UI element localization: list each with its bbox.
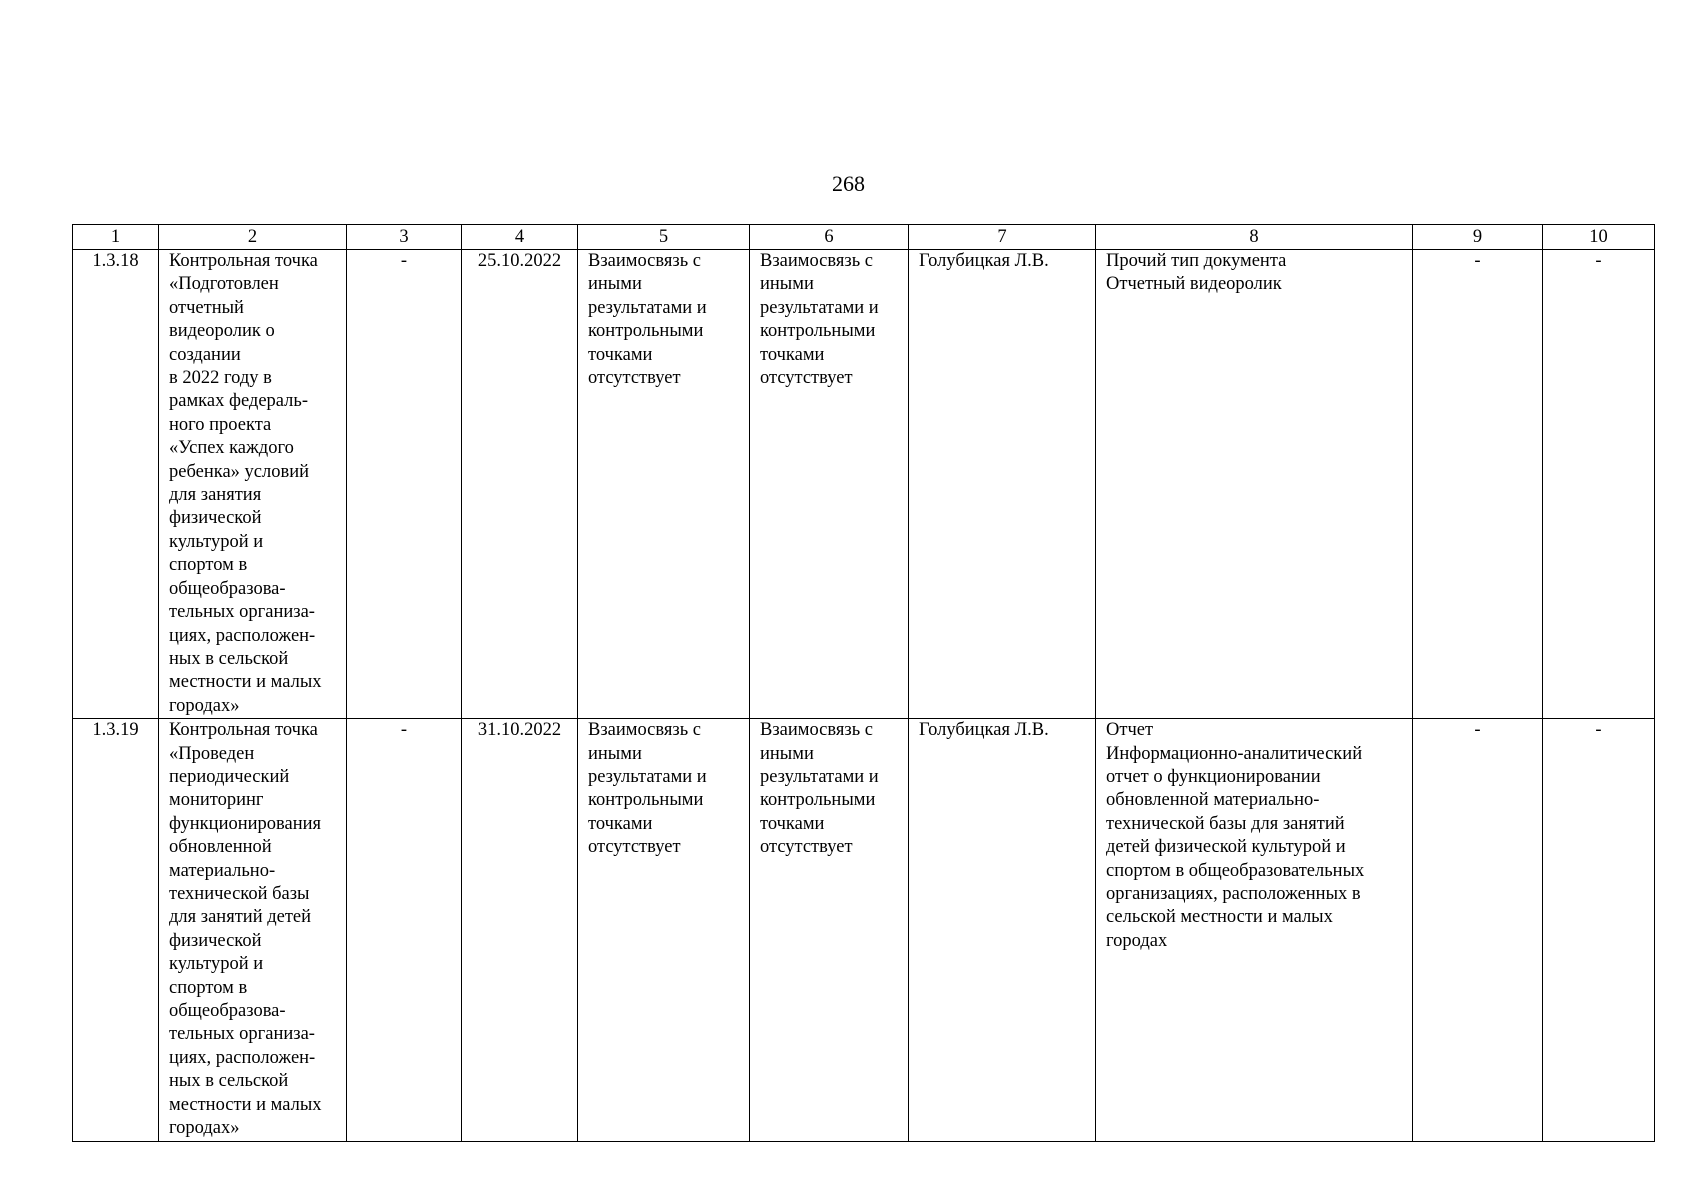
info-system: -	[1543, 719, 1655, 1142]
header-cell-9: 9	[1413, 225, 1543, 250]
page-number: 268	[832, 171, 865, 196]
row-number: 1.3.19	[73, 719, 159, 1142]
successor-links: Взаимосвязь с иными результатами и контрольными точками отсутствует	[750, 250, 909, 719]
responsible-person: Голубицкая Л.В.	[909, 250, 1096, 719]
table-row	[73, 250, 1655, 719]
base-value: -	[347, 719, 462, 1142]
predecessor-links: Взаимосвязь с иными результатами и контрольными точками отсутствует	[578, 719, 750, 1142]
header-cell-1: 1	[73, 225, 159, 250]
header-cell-2: 2	[159, 225, 347, 250]
header-cell-8: 8	[1096, 225, 1413, 250]
document-type: Отчет Информационно-аналитический отчет о функционировании обновленной материально- технической базы для занятий детей физической культурой и спортом в общеобразовательных организациях, расположенных в сельской местности и малых городах	[1096, 719, 1413, 1142]
header-cell-3: 3	[347, 225, 462, 250]
header-cell-4: 4	[462, 225, 578, 250]
base-value: -	[347, 250, 462, 719]
deadline-date: 31.10.2022	[462, 719, 578, 1142]
level-control: -	[1413, 250, 1543, 719]
responsible-person: Голубицкая Л.В.	[909, 719, 1096, 1142]
level-control: -	[1413, 719, 1543, 1142]
table-row	[73, 719, 1655, 1142]
header-cell-6: 6	[750, 225, 909, 250]
checkpoint-name: Контрольная точка «Подготовлен отчетный видеоролик о создании в 2022 году в рамках федераль- ного проекта «Успех каждого ребенка» условий для занятия физической культурой и спортом в общеобразова- тельных организа- циях, расположен- ных в сельской местности и малых городах»	[159, 250, 347, 719]
header-cell-7: 7	[909, 225, 1096, 250]
document-table	[72, 224, 1655, 1142]
info-system: -	[1543, 250, 1655, 719]
successor-links: Взаимосвязь с иными результатами и контрольными точками отсутствует	[750, 719, 909, 1142]
deadline-date: 25.10.2022	[462, 250, 578, 719]
checkpoint-name: Контрольная точка «Проведен периодический мониторинг функционирования обновленной материально- технической базы для занятий детей физической культурой и спортом в общеобразова- тельных организа- циях, расположен- ных в сельской местности и малых городах»	[159, 719, 347, 1142]
row-number: 1.3.18	[73, 250, 159, 719]
header-cell-5: 5	[578, 225, 750, 250]
document-type: Прочий тип документа Отчетный видеоролик	[1096, 250, 1413, 719]
header-row	[73, 225, 1655, 250]
header-cell-10: 10	[1543, 225, 1655, 250]
predecessor-links: Взаимосвязь с иными результатами и контрольными точками отсутствует	[578, 250, 750, 719]
